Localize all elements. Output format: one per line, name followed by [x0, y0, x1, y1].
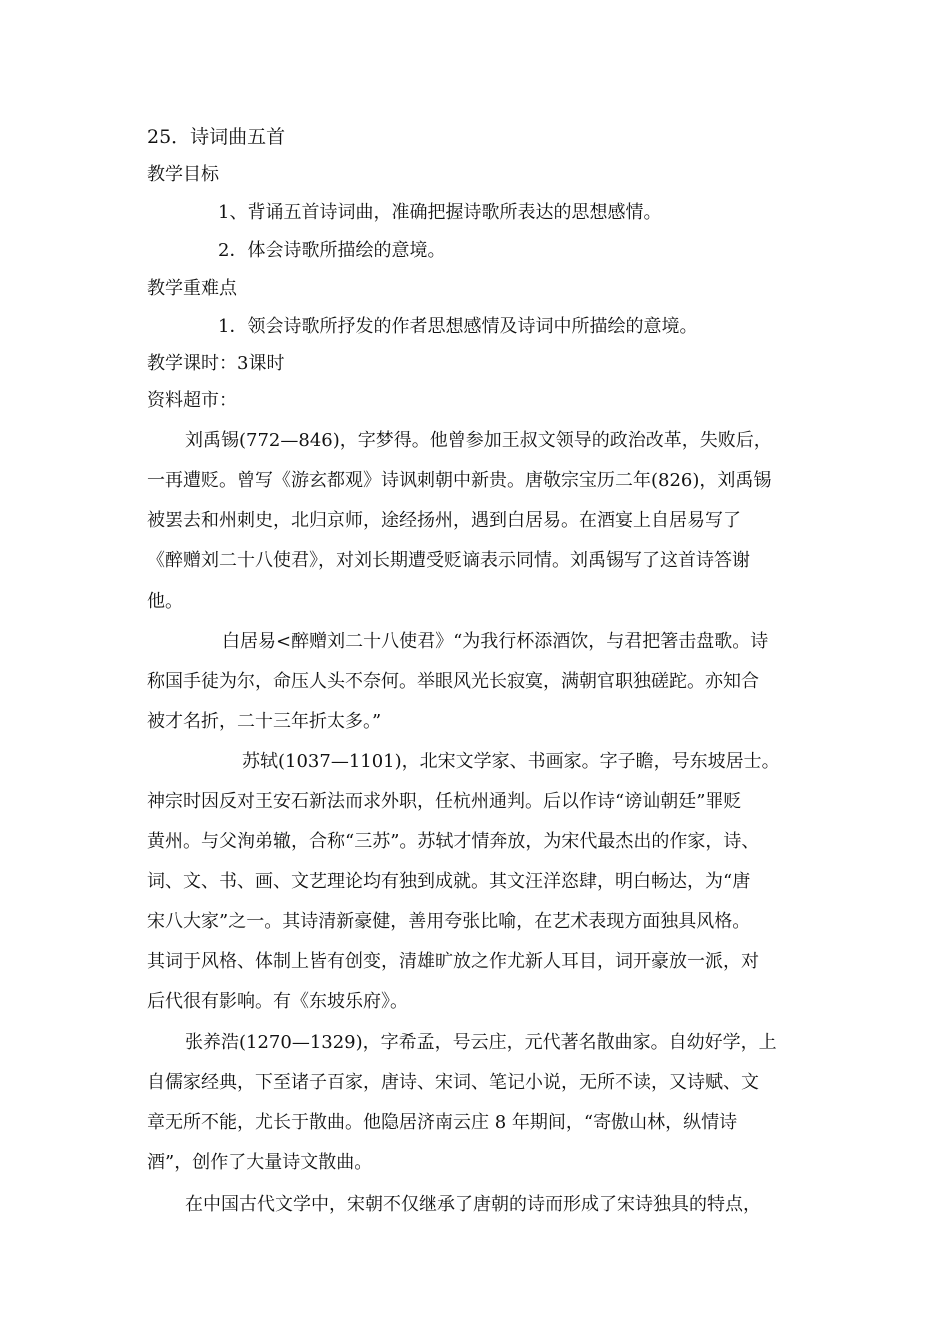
paragraph-line: 黄州。与父洵弟辙，合称“三苏”。苏轼才情奔放，为宋代最杰出的作家，诗、 — [147, 831, 760, 852]
paragraph-line: 张养浩(1270—1329)，字希孟，号云庄，元代著名散曲家。自幼好学，上 — [185, 1032, 777, 1053]
paragraph-line: 他。 — [147, 591, 183, 612]
paragraph-line: 章无所不能，尤长于散曲。他隐居济南云庄 8 年期间，“寄傲山林，纵情诗 — [147, 1112, 738, 1133]
paragraph-line: 词、文、书、画、文艺理论均有独到成就。其文汪洋恣肆，明白畅达，为“唐 — [147, 871, 751, 892]
paragraph-line: 神宗时因反对王安石新法而求外职，任杭州通判。后以作诗“谤讪朝廷”罪贬 — [147, 791, 742, 812]
difficulty-heading: 教学重难点 — [147, 278, 237, 299]
paragraph-line: 《醉赠刘二十八使君》，对刘长期遭受贬谪表示同情。刘禹锡写了这首诗答谢 — [147, 550, 750, 571]
paragraph-line: 刘禹锡(772—846)，字梦得。他曾参加王叔文领导的政治改革，失败后， — [185, 430, 772, 451]
paragraph-line: 宋八大家”之一。其诗清新豪健，善用夸张比喻，在艺术表现方面独具风格。 — [147, 911, 751, 932]
paragraph-line: 其词于风格、体制上皆有创变，清雄旷放之作尤新人耳目，词开豪放一派，对 — [147, 951, 759, 972]
paragraph-line: 一再遭贬。曾写《游玄都观》诗讽刺朝中新贵。唐敬宗宝历二年(826)，刘禹锡 — [147, 470, 772, 491]
paragraph-line: 在中国古代文学中，宋朝不仅继承了唐朝的诗而形成了宋诗独具的特点， — [185, 1194, 761, 1215]
objective-item-2: 2．体会诗歌所描绘的意境。 — [218, 240, 446, 261]
paragraph-line: 白居易<醉赠刘二十八使君》“为我行杯添酒饮，与君把箸击盘歌。诗 — [222, 631, 769, 652]
class-hours: 教学课时：3课时 — [147, 353, 285, 374]
paragraph-line: 苏轼(1037—1101)，北宋文学家、书画家。字子瞻，号东坡居士。 — [242, 751, 780, 772]
paragraph-line: 称国手徒为尔，命压人头不奈何。举眼风光长寂寞，满朝官职独磋跎。亦知合 — [147, 671, 759, 692]
paragraph-line: 后代很有影响。有《东坡乐府》。 — [147, 991, 408, 1012]
page-title: 25．诗词曲五首 — [147, 126, 286, 148]
objective-item-1: 1、背诵五首诗词曲，准确把握诗歌所表达的思想感情。 — [218, 202, 662, 223]
paragraph-line: 被罢去和州刺史，北归京师，途经扬州，遇到白居易。在酒宴上自居易写了 — [147, 510, 741, 531]
objectives-heading: 教学目标 — [147, 164, 219, 185]
paragraph-line: 酒”，创作了大量诗文散曲。 — [147, 1152, 373, 1173]
difficulty-item-1: 1．领会诗歌所抒发的作者思想感情及诗词中所描绘的意境。 — [218, 316, 698, 337]
paragraph-line: 自儒家经典，下至诸子百家，唐诗、宋词、笔记小说，无所不读，又诗赋、文 — [147, 1072, 759, 1093]
materials-heading: 资料超市： — [147, 390, 237, 411]
paragraph-line: 被才名折，二十三年折太多。” — [147, 711, 382, 732]
